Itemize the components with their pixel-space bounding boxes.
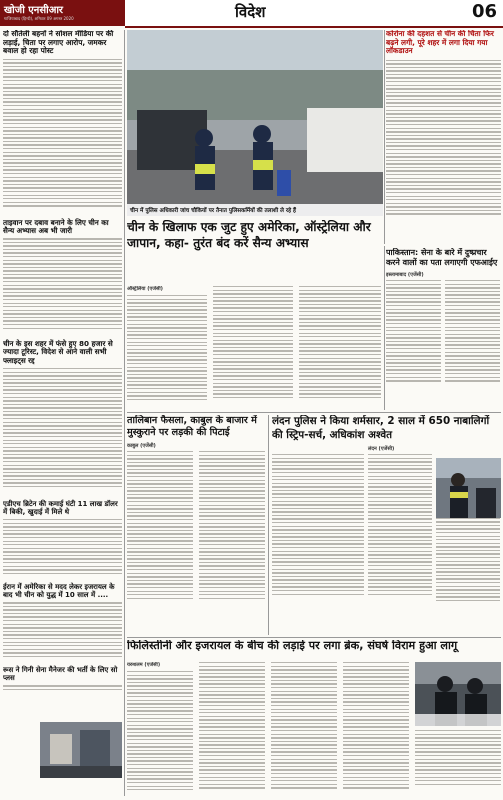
- story-byline: काबुल (एजेंसी): [127, 442, 156, 449]
- story-body: [3, 238, 122, 338]
- pakistan-story: [386, 248, 501, 410]
- photo-caption: चीन में पुलिस अधिकारी जांच चौकियों पर तैनात पुलिसकर्मियों की तलाशी ले रहे हैं: [130, 208, 297, 214]
- taliban-story: [127, 415, 267, 635]
- news-photo: [415, 662, 501, 726]
- main-story-body: [127, 286, 383, 410]
- masthead-section-bar: [125, 0, 461, 28]
- bottom-story-head: [127, 640, 501, 660]
- story-body: [3, 685, 122, 695]
- story-headline: ताइवान पर दबाव बनाने के लिए चीन का सैन्य अभ्यास अब भी जारी: [3, 217, 109, 235]
- column-divider: [124, 30, 125, 796]
- story-headline: फिलिस्तीनी और इजरायल के बीच की लड़ाई पर लगा ब्रेक, संघर्ष विराम हुआ लागू: [127, 640, 458, 652]
- story-headline: चीन के इस शहर में फंसे हुए 80 हजार से ज्यादा टूरिस्ट, विदेश से आने वाली सभी फ्लाइट्स रद्द: [3, 339, 113, 365]
- story-body: [3, 519, 122, 581]
- left-column: [3, 30, 122, 796]
- section-divider: [127, 637, 501, 638]
- story-headline: रूस ने गिनी सेना मैनेजर की भर्ती के लिए सो प्लस: [3, 666, 118, 683]
- story-headline: ईरान में अमेरिका से मदद लेकर इजरायल के बाद भी चीन को युद्ध में 10 साल में ....: [3, 583, 115, 600]
- story-body: [386, 60, 501, 220]
- story-body: [3, 368, 122, 498]
- story-headline: तालिबान फैसला, काबुल के बाजार में मुस्कुराने पर लड़की की पिटाई: [127, 415, 257, 438]
- story-byline: इस्लामाबाद (एजेंसी): [386, 272, 424, 278]
- story-headline: दो सौतेली बहनों ने सोशल मीडिया पर की लड़ाई, चिता पर लगाए आरोप, जमकर बवाल हो रहा पोस्ट: [3, 30, 114, 56]
- section-title: विदेश: [235, 3, 266, 21]
- masthead-page-box: [461, 0, 503, 28]
- london-story: [272, 415, 501, 635]
- story-headline: चीन के खिलाफ एक जुट हुए अमेरिका, ऑस्ट्रेलिया और जापान, कहा- तुरंत बंद करें सैन्य अभ्यास: [127, 220, 371, 250]
- story-headline: लंदन पुलिस ने किया शर्मसार, 2 साल में 650 नाबालिगों की स्ट्रिप-सर्च, अधिकांश अश्वेत: [272, 415, 490, 441]
- corona-story: [386, 30, 501, 244]
- masthead-brand-box: [0, 0, 125, 26]
- main-story-head: [127, 220, 383, 280]
- page-number: 06: [471, 1, 497, 22]
- column-divider: [268, 415, 269, 635]
- masthead-dateline: गाजियाबाद (हिन्दी), शनिवार 09 अगस्त 2020: [4, 16, 74, 21]
- section-divider: [127, 412, 501, 413]
- photo-caption-bar: [127, 204, 383, 216]
- story-body: [3, 602, 122, 664]
- story-body: [3, 59, 122, 217]
- story-headline: कोरोना की दहशत से चीन की चिंता फिर बढ़ने लगी, पूरे शहर में लगा दिया गया लॉकडाउन: [386, 30, 494, 56]
- story-byline: ऑस्ट्रेलिया (एजेंसी): [127, 286, 163, 292]
- story-headline: एडीएच ब्रिटेन की कमाई घंटी 11 लाख डॉलर में बिकी, खुदाई में मिले थे: [3, 499, 118, 516]
- news-photo: [40, 722, 122, 778]
- story-headline: पाकिस्तान: सेना के बारे में दुष्प्रचार करने वालों का पता लगाएगी एफआईए: [386, 248, 498, 267]
- masthead-brand: खोजी एनसीआर: [4, 5, 64, 16]
- story-byline: लंदन (एजेंसी): [368, 446, 395, 453]
- story-byline: यरुशलम (एजेंसी): [127, 662, 161, 668]
- column-divider: [384, 30, 385, 244]
- lead-photo: [127, 30, 383, 216]
- news-photo: [436, 458, 501, 518]
- column-divider: [384, 246, 385, 410]
